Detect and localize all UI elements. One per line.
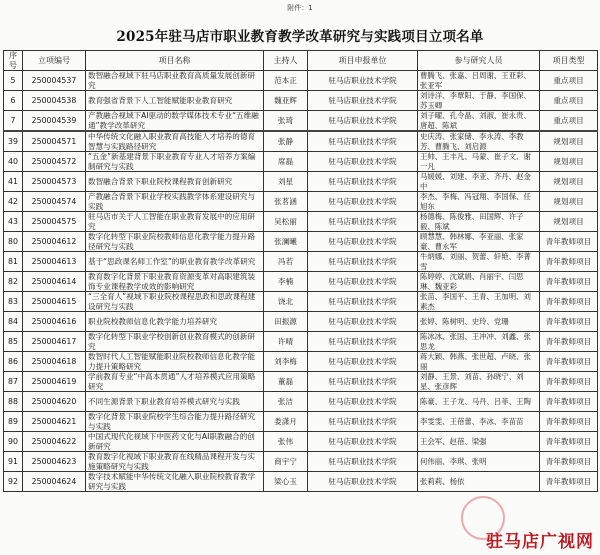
row-members: 杨德梅、陈俊雅、田国辉、许子毅、陈斌: [418, 212, 540, 232]
row-unit: 驻马店职业技术学院: [308, 312, 418, 332]
row-no: 88: [4, 392, 23, 412]
table-row: [4, 111, 598, 132]
row-host: 张伟: [264, 432, 308, 452]
table-row: [4, 372, 598, 392]
row-code: 250004571: [23, 131, 86, 152]
row-host: 范本正: [264, 71, 308, 91]
row-no: 80: [4, 232, 23, 252]
table-row: [4, 252, 598, 272]
row-project-name: 教育强省背景下人工智能赋能职业教育研究: [86, 91, 264, 111]
row-members: 李雯雯、王蓓蕾、李冰、李苗苗: [418, 412, 540, 432]
row-project-name: 数智融合视域下驻马店职业教育高质量发展创新研究: [86, 71, 264, 91]
row-type: 青年教师项目: [540, 272, 598, 292]
row-no: 91: [4, 452, 23, 472]
row-project-name: 数字技术赋能中华传统文化融入职业院校教育教学研究与实践: [86, 472, 264, 492]
row-type: 青年教师项目: [540, 332, 598, 352]
row-members: 顾慧慧、韩林娜、李亚丽、张家豪、曹永军: [418, 232, 540, 252]
header-type: 项目类型: [540, 51, 598, 71]
row-members: 李杰、李梅、冯冠翔、李国保、任旭东: [418, 192, 540, 212]
row-type: 重点项目: [540, 71, 598, 91]
row-members: 王会军、赵蓓、梁强: [418, 432, 540, 452]
row-host: 冯若: [264, 252, 308, 272]
row-unit: 驻马店职业技术学院: [308, 472, 418, 492]
row-code: 250004537: [23, 71, 86, 91]
row-host: 张澜曦: [264, 232, 308, 252]
table-row: [4, 172, 598, 192]
row-type: 规划项目: [540, 172, 598, 192]
row-no: 84: [4, 312, 23, 332]
table-row: [4, 352, 598, 372]
row-project-name: 教育数字化视域下职业教育在线精品课程开发与实施策略研究与实践: [86, 452, 264, 472]
row-members: 史庆涛、张家储、李永涛、李教芳、曹腾飞、刘启源: [418, 131, 540, 152]
row-code: 250004613: [23, 252, 86, 272]
row-project-name: 产教融合视域下AI驱动的数学媒体技术专业“五维融通”教学改革研究: [86, 111, 264, 132]
row-members: 刘诗洋、李覃阳、于静、李国保、苏玉卿: [418, 91, 540, 111]
header-name: 项目名称: [86, 51, 264, 71]
row-unit: 驻马店职业技术学院: [308, 192, 418, 212]
row-unit: 驻马店职业技术学院: [308, 252, 418, 272]
row-code: 250004573: [23, 172, 86, 192]
row-unit: 驻马店职业技术学院: [308, 452, 418, 472]
row-code: 250004575: [23, 212, 86, 232]
row-code: 250004621: [23, 412, 86, 432]
row-code: 250004539: [23, 111, 86, 132]
row-members: 陈豪、王子龙、马丹、吕菲、王陶: [418, 392, 540, 412]
row-no: 90: [4, 432, 23, 452]
row-code: 250004574: [23, 192, 86, 212]
row-type: 规划项目: [540, 192, 598, 212]
row-code: 250004614: [23, 272, 86, 292]
row-unit: 驻马店职业技术学院: [308, 232, 418, 252]
row-no: 41: [4, 172, 23, 192]
row-code: 250004623: [23, 452, 86, 472]
row-unit: 驻马店职业技术学院: [308, 212, 418, 232]
row-no: 39: [4, 131, 23, 152]
row-type: 规划项目: [540, 212, 598, 232]
row-project-name: 教育数字化背景下职业教育资源变革对高职建筑装饰专业课程教学成效的影响研究: [86, 272, 264, 292]
row-type: 青年教师项目: [540, 352, 598, 372]
row-code: 250004622: [23, 432, 86, 452]
table-row: [4, 332, 598, 352]
row-type: 青年教师项目: [540, 432, 598, 452]
row-code: 250004538: [23, 91, 86, 111]
row-project-name: 数字化转型下职业学校创新创业教育模式的创新研究: [86, 332, 264, 352]
row-type: 青年教师项目: [540, 372, 598, 392]
row-members: 曹腾飞、张嘉、吕周谢、王亚彩、张亚军: [418, 71, 540, 91]
row-members: 张莉莉、杨依: [418, 472, 540, 492]
row-no: 87: [4, 372, 23, 392]
row-members: 蒋大颖、韩燕、张世超、卢晓、张丽: [418, 352, 540, 372]
row-unit: 驻马店职业技术学院: [308, 292, 418, 312]
table-row: [4, 131, 598, 152]
row-host: 张琦: [264, 111, 308, 132]
row-type: 青年教师项目: [540, 452, 598, 472]
row-no: 89: [4, 412, 23, 432]
row-host: 魏亚辉: [264, 91, 308, 111]
table-row: [4, 212, 598, 232]
row-unit: 驻马店职业技术学院: [308, 152, 418, 172]
table-row: [4, 312, 598, 332]
header-no: 序号: [4, 51, 23, 71]
row-unit: 驻马店职业技术学院: [308, 412, 418, 432]
row-code: 250004624: [23, 472, 86, 492]
row-host: 饶北: [264, 292, 308, 312]
row-unit: 驻马店职业技术学院: [308, 392, 418, 412]
row-code: 250004620: [23, 392, 86, 412]
row-host: 梁心玉: [264, 472, 308, 492]
row-members: 王帅、王丰凡、马蒙、崔子文、谢一凡: [418, 152, 540, 172]
row-type: 青年教师项目: [540, 472, 598, 492]
row-members: 陈冰冰、张国、王冲冲、刘鑫、张思龙: [418, 332, 540, 352]
table-row: [4, 232, 598, 252]
row-type: 重点项目: [540, 111, 598, 132]
row-no: 42: [4, 192, 23, 212]
row-host: 刘星: [264, 172, 308, 192]
row-unit: 驻马店职业技术学院: [308, 71, 418, 91]
row-host: 张洁: [264, 392, 308, 412]
table-row: [4, 432, 598, 452]
row-type: 规划项目: [540, 152, 598, 172]
row-no: 5: [4, 71, 23, 91]
row-host: 刘李梅: [264, 352, 308, 372]
row-no: 83: [4, 292, 23, 312]
row-project-name: 数字化转型下职业院校教师信息化教学能力提升路径研究与实践: [86, 232, 264, 252]
row-type: 青年教师项目: [540, 392, 598, 412]
row-members: 马媛媛、刘建、李亚、齐丹、赵金中: [418, 172, 540, 192]
row-host: 娄潇月: [264, 412, 308, 432]
table-header-row: [4, 51, 598, 71]
row-code: 250004619: [23, 372, 86, 392]
row-no: 81: [4, 252, 23, 272]
row-type: 青年教师项目: [540, 232, 598, 252]
row-unit: 驻马店职业技术学院: [308, 91, 418, 111]
row-no: 6: [4, 91, 23, 111]
row-type: 规划项目: [540, 131, 598, 152]
row-host: 张茗涵: [264, 192, 308, 212]
row-code: 250004615: [23, 292, 86, 312]
row-unit: 驻马店职业技术学院: [308, 352, 418, 372]
row-code: 250004617: [23, 332, 86, 352]
header-code: 立项编号: [23, 51, 86, 71]
row-project-name: 驻马店市关于人工智能在职业教育发展中的应用研究: [86, 212, 264, 232]
row-host: 吴松丽: [264, 212, 308, 232]
row-host: 田振源: [264, 312, 308, 332]
row-project-name: 不同生源背景下职业教育培养模式研究与实践: [86, 392, 264, 412]
row-code: 250004572: [23, 152, 86, 172]
row-host: 席磊: [264, 152, 308, 172]
row-project-name: 数智融合背景下职业院校课程教育创新研究: [86, 172, 264, 192]
row-no: 85: [4, 332, 23, 352]
row-members: 刘子曜、孔令晶、刘淑、崔永贵、唐超、陈斌: [418, 111, 540, 132]
row-unit: 驻马店职业技术学院: [308, 332, 418, 352]
row-project-name: 数字化背景下职业院校学生综合能力提升路径研究与实践: [86, 412, 264, 432]
row-no: 7: [4, 111, 23, 132]
row-project-name: 学前教育专业“中高本贯通”人才培养模式应用策略研究: [86, 372, 264, 392]
row-type: 青年教师项目: [540, 412, 598, 432]
row-unit: 驻马店职业技术学院: [308, 131, 418, 152]
table-row: [4, 392, 598, 412]
project-table: [3, 50, 598, 492]
row-project-name: 产教融合背景下职业学校实践教学体系建设研究与实践: [86, 192, 264, 212]
row-host: 董磊: [264, 372, 308, 392]
row-host: 许晴: [264, 332, 308, 352]
row-no: 40: [4, 152, 23, 172]
row-project-name: 中华传统文化融入职业教育高技能人才培养的德育智慧与实践路径研究: [86, 131, 264, 152]
row-unit: 驻马店职业技术学院: [308, 111, 418, 132]
row-host: 李楠: [264, 272, 308, 292]
row-members: 张苗、李国平、王青、王加明、刘素杰: [418, 292, 540, 312]
row-code: 250004618: [23, 352, 86, 372]
row-no: 86: [4, 352, 23, 372]
row-type: 重点项目: [540, 91, 598, 111]
row-host: 张静: [264, 131, 308, 152]
row-code: 250004616: [23, 312, 86, 332]
row-unit: 驻马店职业技术学院: [308, 172, 418, 192]
row-members: 陈婷婷、沈斌娟、肖丽宇、闫思琳、魏亚彩: [418, 272, 540, 292]
table-row: [4, 472, 598, 492]
row-project-name: 职业院校教师信息化教学能力培养研究: [86, 312, 264, 332]
table-row: [4, 452, 598, 472]
row-type: 青年教师项目: [540, 252, 598, 272]
header-host: 主持人: [264, 51, 308, 71]
row-project-name: “五金”新基建背景下职业教育专业人才培养方案编制研究与实践: [86, 152, 264, 172]
row-type: 青年教师项目: [540, 292, 598, 312]
row-host: 商宇宁: [264, 452, 308, 472]
table-row: [4, 292, 598, 312]
header-unit: 项目申报单位: [308, 51, 418, 71]
row-project-name: 基于“思政课名师工作室”的职业教育教学改革研究: [86, 252, 264, 272]
row-members: 何伟丽、李琪、张明: [418, 452, 540, 472]
row-project-name: 数智时代人工智能赋能职业院校教师信息化教学能力提升策略研究: [86, 352, 264, 372]
row-code: 250004612: [23, 232, 86, 252]
row-no: 82: [4, 272, 23, 292]
row-unit: 驻马店职业技术学院: [308, 372, 418, 392]
watermark-logo: 驻马店广视网: [486, 532, 594, 552]
row-members: 牛炳娜、刘丽、贺蕾、轩艳、李菁雪: [418, 252, 540, 272]
table-row: [4, 71, 598, 91]
document-title: 2025年驻马店市职业教育教学改革研究与实践项目立项名单: [116, 29, 484, 45]
row-unit: 驻马店职业技术学院: [308, 272, 418, 292]
table-row: [4, 412, 598, 432]
header-members: 参与研究人员: [418, 51, 540, 71]
table-row: [4, 91, 598, 111]
table-row: [4, 272, 598, 292]
row-no: 43: [4, 212, 23, 232]
row-type: 青年教师项目: [540, 312, 598, 332]
row-project-name: 中国式现代化视域下中医药文化与AI职教融合的创新研究: [86, 432, 264, 452]
annex-label: 附件：1: [287, 4, 313, 12]
row-no: 92: [4, 472, 23, 492]
row-project-name: “三全育人”视域下职业院校课程思政和思政课程建设研究与实践: [86, 292, 264, 312]
row-unit: 驻马店职业技术学院: [308, 432, 418, 452]
table-row: [4, 192, 598, 212]
row-members: 张婷、陈树明、史玲、党珊: [418, 312, 540, 332]
table-row: [4, 152, 598, 172]
row-members: 刘静、王景、刘苗、孙晓宁、刘星、张彦辉: [418, 372, 540, 392]
